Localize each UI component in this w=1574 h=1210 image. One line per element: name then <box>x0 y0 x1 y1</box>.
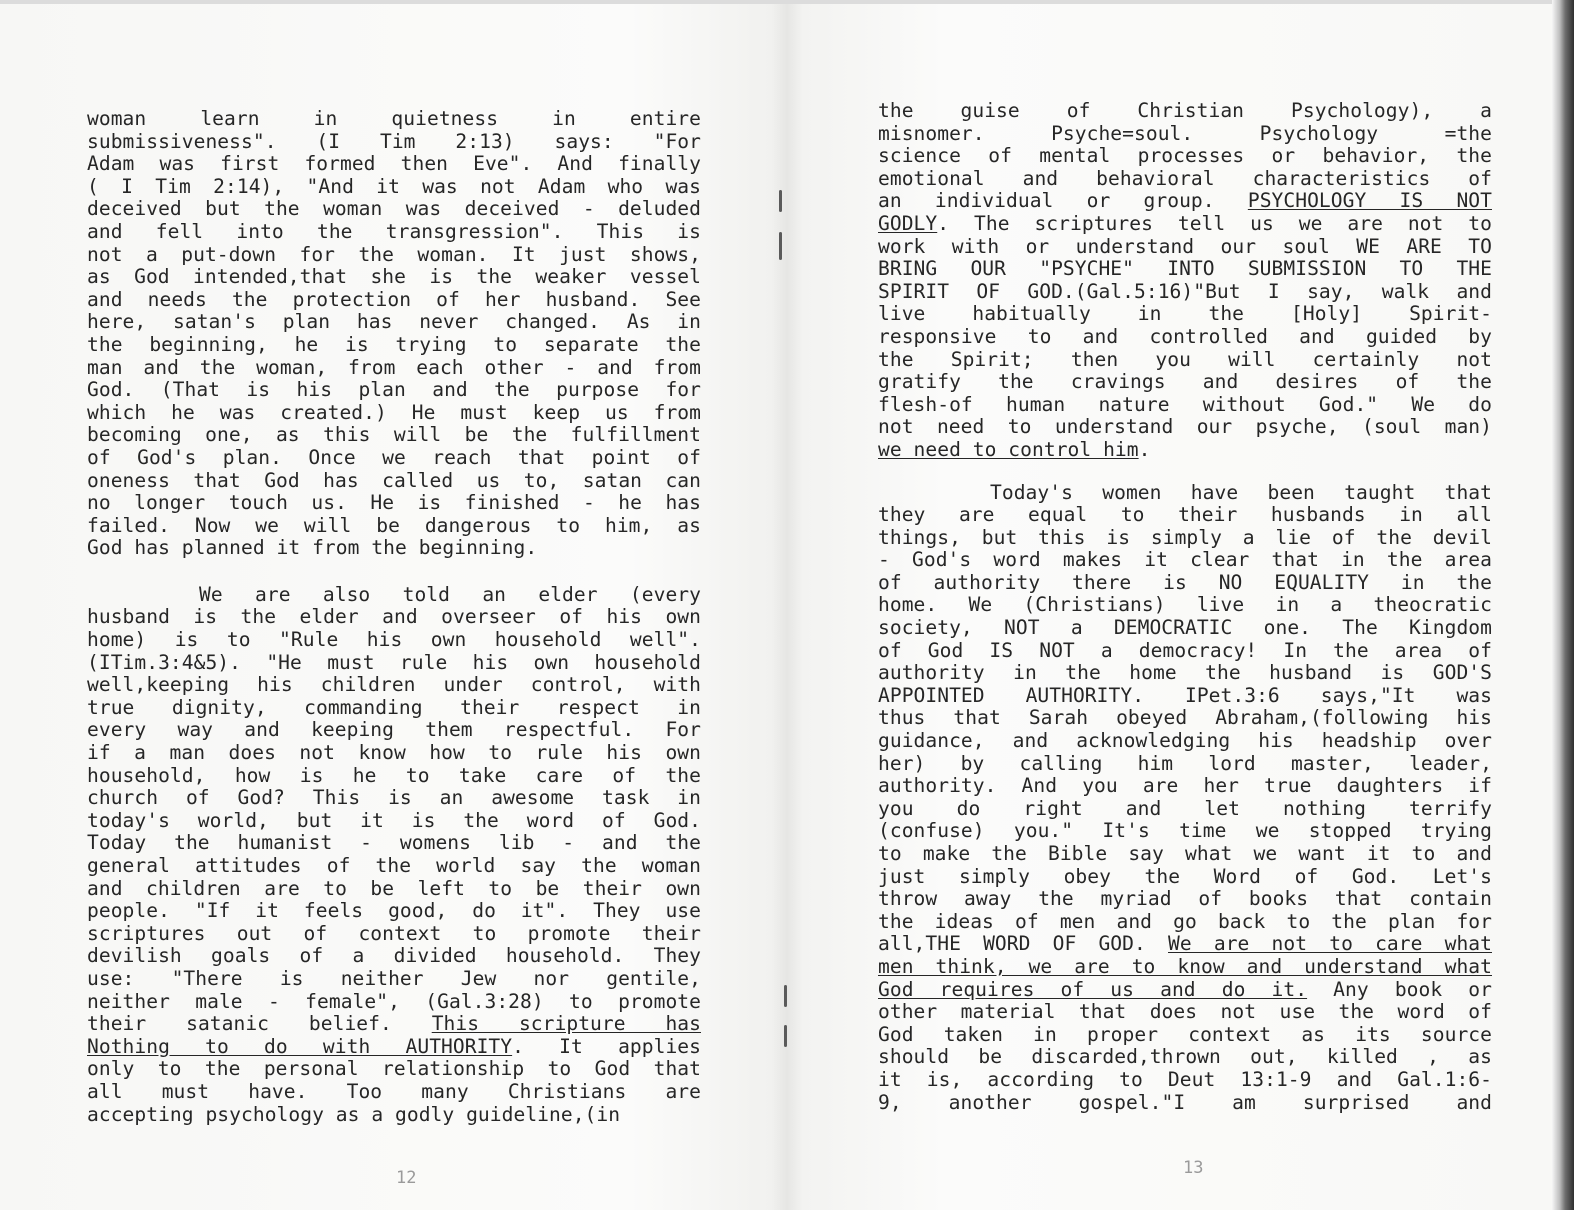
text-line: ( I Tim 2:14), "And it was not Adam who was <box>87 174 701 198</box>
text-line: the Spirit; then you will certainly not <box>878 347 1492 371</box>
text-run: all,THE WORD OF GOD. <box>878 932 1168 956</box>
text-line: failed. Now we will be dangerous to him, as <box>87 513 701 537</box>
text-line: flesh-of human nature without God." We do <box>878 392 1492 416</box>
text-line: all must have. Too many Christians are <box>87 1079 701 1103</box>
text-line: people. "If it feels good, do it". They use <box>87 899 701 923</box>
text-line: devilish goals of a divided household. They <box>87 944 701 968</box>
text-line: deceived but the woman was deceived - deluded <box>87 197 701 221</box>
text-line: not a put-down for the woman. It just shows, <box>87 242 701 266</box>
text-line: only to the personal relationship to God that <box>87 1057 701 1081</box>
text-line <box>878 979 1492 1002</box>
text-line: home. We (Christians) live in a theocratic <box>878 593 1492 617</box>
text-line: God. (That is his plan and the purpose for <box>87 378 701 402</box>
page-number: 13 <box>1183 1158 1204 1178</box>
text-line: husband is the elder and overseer of his own <box>87 605 701 629</box>
text-line: if a man does not know how to rule his own <box>87 741 701 765</box>
text-run: . The scriptures tell us we are not to <box>937 211 1492 235</box>
underlined-text: PSYCHOLOGY IS NOT <box>1247 189 1492 213</box>
text-line: BRING OUR "PSYCHE" INTO SUBMISSION TO THE <box>878 257 1492 281</box>
text-line: submissiveness". (I Tim 2:13) says: "For <box>87 129 701 153</box>
text-line: becoming one, as this will be the fulfillment <box>87 423 701 447</box>
text-line: and needs the protection of her husband. See <box>87 287 701 311</box>
text-line: which he was created.) He must keep us from <box>87 400 701 424</box>
text-line: the ideas of men and go back to the plan for <box>878 909 1492 933</box>
text-line: responsive to and controlled and guided by <box>878 324 1492 348</box>
text-line: you do right and let nothing terrify <box>878 796 1492 820</box>
text-line: of God IS NOT a democracy! In the area of <box>878 638 1492 662</box>
text-line: society, NOT a DEMOCRATIC one. The Kingdom <box>878 616 1492 640</box>
text-line: just simply obey the Word of God. Let's <box>878 864 1492 888</box>
text-line: to make the Bible say what we want it to and <box>878 842 1492 865</box>
text-line <box>87 1036 701 1059</box>
text-line: oneness that God has called us to, satan can <box>87 468 701 492</box>
text-line: general attitudes of the world say the woman <box>87 854 701 877</box>
text-line: other material that does not use the word of <box>878 1000 1492 1024</box>
text-line: of God's plan. Once we reach that point of <box>87 445 701 469</box>
text-line: Adam was first formed then Eve". And finally <box>87 152 701 176</box>
underlined-text: Nothing to do with AUTHORITY <box>87 1034 513 1058</box>
underlined-text: God requires of us and do it. <box>878 977 1308 1001</box>
underlined-text: men think, we are to know and understand what <box>878 954 1492 978</box>
text-line: and children are to be left to be their own <box>87 876 701 900</box>
text-line: 9, another gospel."I am surprised and <box>878 1090 1492 1114</box>
text-line: (ITim.3:4&5). "He must rule his own household <box>87 650 701 674</box>
text-line: APPOINTED AUTHORITY. IPet.3:6 says,"It was <box>878 683 1492 707</box>
text-line: science of mental processes or behavior, the <box>878 144 1492 168</box>
text-line: man and the woman, from each other - and from <box>87 355 701 379</box>
text-line <box>878 439 1492 462</box>
text-line: SPIRIT OF GOD.(Gal.5:16)"But I say, walk and <box>878 279 1492 303</box>
text-line: God taken in proper context as its source <box>878 1022 1492 1046</box>
underlined-text: we need to control him <box>878 437 1139 461</box>
text-line: scriptures out of context to promote their <box>87 921 701 945</box>
text-line: of authority there is NO EQUALITY in the <box>878 570 1492 594</box>
text-line: no longer touch us. He is finished - he has <box>87 491 701 515</box>
scan-mark <box>779 232 782 260</box>
text-line <box>87 1013 701 1036</box>
text-run: their satanic belief. <box>87 1012 432 1036</box>
text-line: should be discarded,thrown out, killed , as <box>878 1045 1492 1069</box>
right-page <box>787 0 1552 1210</box>
text-run: Any book or <box>1307 977 1492 1001</box>
text-line <box>878 933 1492 956</box>
page-number: 12 <box>396 1168 417 1188</box>
underlined-text: This scripture has <box>431 1012 701 1036</box>
text-line: and fell into the transgression". This is <box>87 219 701 243</box>
text-line: every way and keeping them respectful. For <box>87 718 701 742</box>
text-line: authority in the home the husband is GOD'S <box>878 661 1492 685</box>
text-line: misnomer. Psyche=soul. Psychology =the <box>878 121 1492 145</box>
text-line: emotional and behavioral characteristics of <box>878 166 1492 190</box>
text-line: guidance, and acknowledging his headship over <box>878 729 1492 753</box>
text-line: woman learn in quietness in entire <box>87 107 701 130</box>
text-line: thus that Sarah obeyed Abraham,(following his <box>878 706 1492 730</box>
text-line: her) by calling him lord master, leader, <box>878 751 1492 775</box>
text-line: Today's women have been taught that <box>990 480 1492 504</box>
text-line: well,keeping his children under control, with <box>87 673 701 697</box>
text-line: Today the humanist - womens lib - and the <box>87 831 701 855</box>
underlined-text: We are not to care what <box>1168 932 1492 956</box>
text-line: here, satan's plan has never changed. As in <box>87 310 701 334</box>
text-line: We are also told an elder (every <box>199 582 701 606</box>
text-line: it is, according to Deut 13:1-9 and Gal.1:6- <box>878 1067 1492 1091</box>
text-line: home) is to "Rule his own household well". <box>87 628 701 652</box>
text-line: - God's word makes it clear that in the area <box>878 548 1492 572</box>
text-run: . It applies <box>512 1034 701 1058</box>
text-line: things, but this is simply a lie of the devil <box>878 525 1492 549</box>
text-line: as God intended,that she is the weaker vessel <box>87 265 701 289</box>
text-line: throw away the myriad of books that contain <box>878 887 1492 911</box>
left-paragraph-1 <box>87 108 701 560</box>
text-line: the beginning, he is trying to separate the <box>87 332 701 356</box>
right-page-body <box>878 100 1492 1114</box>
text-run: . <box>1138 437 1151 461</box>
text-line <box>878 956 1492 979</box>
text-line: neither male - female", (Gal.3:28) to promote <box>87 989 701 1013</box>
text-line: they are equal to their husbands in all <box>878 503 1492 527</box>
text-line: gratify the cravings and desires of the <box>878 370 1492 394</box>
text-line: (confuse) you." It's time we stopped trying <box>878 819 1492 843</box>
text-line: true dignity, commanding their respect in <box>87 695 701 719</box>
text-line: today's world, but it is the word of God. <box>87 808 701 832</box>
text-line: the guise of Christian Psychology), a <box>878 99 1492 122</box>
scan-edge-shadow <box>1552 0 1574 1210</box>
text-run: an individual or group. <box>878 189 1248 213</box>
text-line: accepting psychology as a godly guideline,(in <box>87 1102 621 1126</box>
underlined-text: GODLY <box>878 211 938 235</box>
text-line: use: "There is neither Jew nor gentile, <box>87 966 701 990</box>
text-line: authority. And you are her true daughters if <box>878 774 1492 798</box>
text-line: not need to understand our psyche, (soul man) <box>878 415 1492 439</box>
text-line: household, how is he to take care of the <box>87 763 701 787</box>
text-line <box>878 213 1492 236</box>
left-page-body <box>87 108 701 1126</box>
right-paragraph-2 <box>878 482 1492 1115</box>
scan-mark <box>779 190 782 212</box>
text-line: work with or understand our soul WE ARE TO <box>878 234 1492 258</box>
text-line: God has planned it from the beginning. <box>87 536 538 560</box>
left-paragraph-2 <box>87 584 701 1126</box>
text-line: church of God? This is an awesome task in <box>87 786 701 810</box>
right-paragraph-1 <box>878 100 1492 462</box>
text-line <box>878 190 1492 213</box>
text-line: live habitually in the [Holy] Spirit- <box>878 302 1492 326</box>
